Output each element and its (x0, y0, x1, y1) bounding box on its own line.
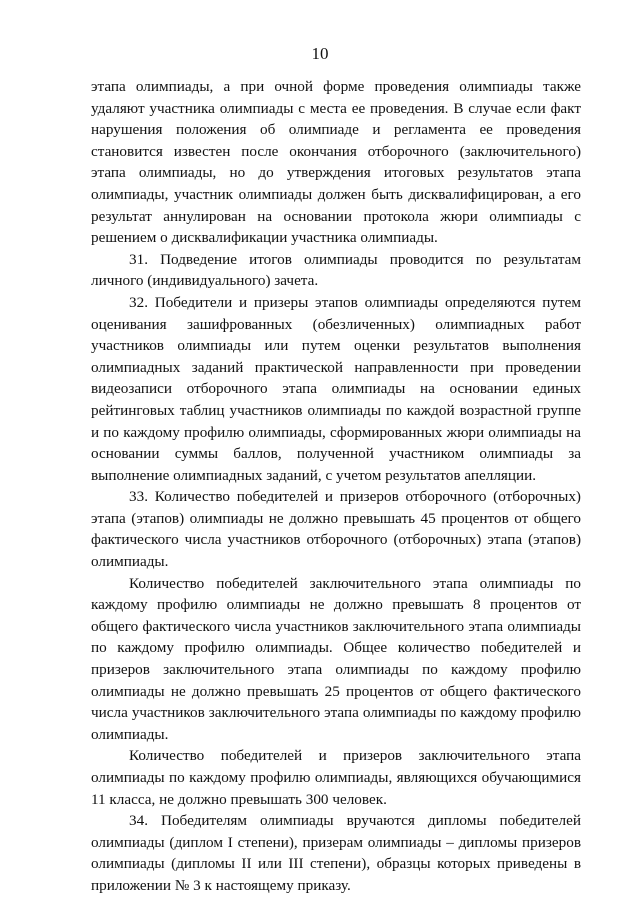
paragraph-33-winners-final: Количество победителей заключительного этапа олимпиады по каждому профилю олимпиады не должно превышать 8 процентов от общего фактического числа участников заключительного этапа олимпиады по каждому профилю олимпиады. Общее количество победителей и призеров заключительного этапа олимпиады по каждому профилю олимпиады не должно превышать 25 процентов от общего фактического числа участников заключительного этапа олимпиады по каждому профилю олимпиады. (91, 574, 581, 743)
paragraph-31: 31. Подведение итогов олимпиады проводится по результатам личного (индивидуального) зачета. (91, 250, 581, 290)
page-number: 10 (311, 44, 329, 63)
paragraph-33-grade-11: Количество победителей и призеров заключительного этапа олимпиады по каждому профилю олимпиады, являющихся обучающимися 11 класса, не должно превышать 300 человек. (91, 747, 581, 808)
paragraph-continuation: этапа олимпиады, а при очной форме проведения олимпиады также удаляют участника олимпиады с места ее проведения. В случае если факт нарушения положения об олимпиаде и регламента ее проведения становится известен после окончания отборочного (заключительного) этапа олимпиады, но до утверждения итоговых результатов этапа олимпиады, участник олимпиады должен быть дисквалифицирован, а его результат аннулирован на основании протокола жюри олимпиады с решением о дисквалификации участника олимпиады. (91, 78, 581, 247)
paragraph-34: 34. Победителям олимпиады вручаются дипломы победителей олимпиады (диплом I степени), призерам олимпиады – дипломы призеров олимпиады (дипломы II или III степени), образцы которых приведены в приложении № 3 к настоящему приказу. (91, 812, 581, 894)
document-body (91, 76, 581, 897)
paragraph-33: 33. Количество победителей и призеров отборочного (отборочных) этапа (этапов) олимпиады не должно превышать 45 процентов от общего фактического числа участников отборочного (отборочных) этапа (этапов) олимпиады. (91, 488, 581, 571)
paragraph-32: 32. Победители и призеры этапов олимпиады определяются путем оценивания зашифрованных (обезличенных) олимпиадных работ участников олимпиады или путем оценки результатов выполнения олимпиадных заданий практической направленности при проведении видеозаписи отборочного этапа олимпиады на основании единых рейтинговых таблиц участников олимпиады по каждой возрастной группе и по каждому профилю олимпиады, сформированных жюри олимпиады на основании суммы баллов, полученной участником олимпиады за выполнение олимпиадных заданий, с учетом результатов апелляции. (91, 293, 581, 484)
